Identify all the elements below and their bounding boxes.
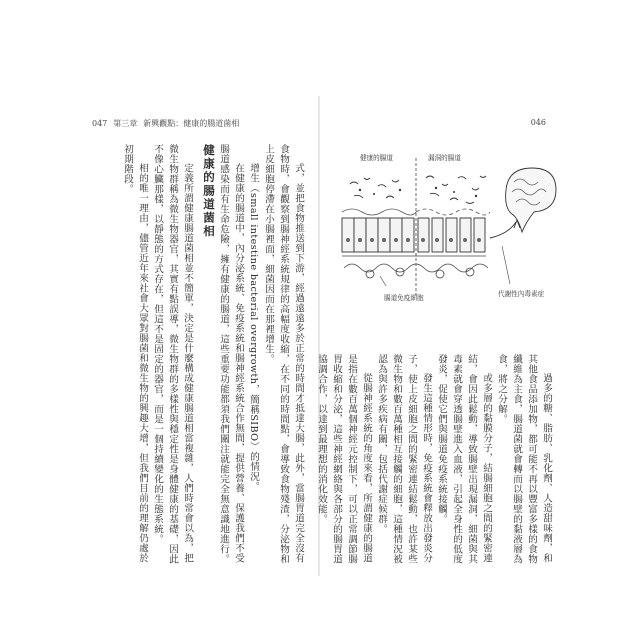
- right-page-header: [531, 118, 546, 127]
- paragraph: 定義所謂健康腸道菌相並不簡單，決定是什麼構成健康腸道相當複雜，人們時常會以為，把微生物群稱為微生物器官，其實有點誤導，微生物群的多樣性與穩定性是身體健康的基礎，因此不像心臟那樣，以靜態的方式存在，但這不是固定的器官，而是一個持續變化的生態系統。: [152, 144, 193, 564]
- gut-diagram-drawing: [330, 138, 556, 338]
- healthy-gut-label: 健康的腸道: [360, 154, 393, 162]
- right-body-text: [316, 354, 554, 570]
- paragraph: 式，並把食物推送到下游，經過遠遠多於正常的時間才抵達大腸，此外，當腸胃道完全沒有食物時，會觀察到腸神經系統規律的高幅度收縮，在不同的時間點，會導致食物殘渣，分泌物和上皮細胞停滯在小腸裡面，細菌因而在那裡增生。: [263, 144, 304, 564]
- immune-cells-label: 腸道免疫細胞: [384, 294, 424, 302]
- endotoxemia-label: 代謝性內毒素症: [498, 290, 545, 298]
- paragraph: 從腸神經系統的角度來看，所謂健康的腸道是指在數百萬個神經元控制下，可以正常調節腸胃收縮和分泌，這些神經網絡與各部分的腸胃道協調合作，以達到最理想的消化效能。: [316, 354, 372, 564]
- left-page-header: [92, 118, 239, 129]
- paragraph: 在健康的腸道中，內分泌系統、免疫系統和腸神經系統合作無間，提供營養、保護我們不受腸道感染而有生命危險，擁有健康的腸道，這些重要功能都須我們關注就能完全無意識地進行。: [218, 144, 244, 564]
- right-page: [316, 96, 560, 566]
- paragraph: 過多的糖、脂肪、乳化劑、人造甜味劑，和其他食品添加物，都可能不再以豐富多樣的食物纖維為主食，腸道菌就會轉而以腸壁的黏液層為食，將之分解。: [496, 354, 552, 564]
- chapter-label: 第三章: [113, 119, 138, 128]
- page-number: 047: [92, 119, 108, 128]
- paragraph: 或多層的黏膜分子，結腸細胞之間的緊密連結，會因此鬆動，導致腸壁出現漏洞，細菌與其毒素就會穿透腸壁進入血液，引起全身性的低度發炎，促使它們與腸道免疫系統接觸。: [436, 354, 492, 564]
- left-page: [80, 96, 316, 566]
- gut-illustration: [330, 138, 556, 338]
- book-spread: [80, 96, 560, 576]
- chapter-title: 新興觀點：健康的腸道菌相: [143, 119, 240, 128]
- paragraph: 發生這種情形時，免疫系統會釋放出發炎分子，使上皮細胞之間的緊密連結鬆動，也許某些微生物和數百萬種相互接觸的細胞，這種情況被認為與許多疾病有關，包括代謝症候群。: [376, 354, 432, 564]
- page-number: 046: [530, 118, 546, 127]
- section-heading: 健康的腸道菌相: [202, 144, 216, 239]
- paragraph: 相的唯一理由，儘管近年來社會大眾對腸菌和微生物的興趣大增，但我們目前的理解仍處於初期階段。: [122, 144, 148, 564]
- leaky-gut-label: 漏洞的腸道: [428, 154, 461, 162]
- left-body-text: [94, 144, 306, 564]
- paragraph: 增生（small intestine bacterial overgrowth，簡稱SIBO）的情況。: [248, 163, 259, 492]
